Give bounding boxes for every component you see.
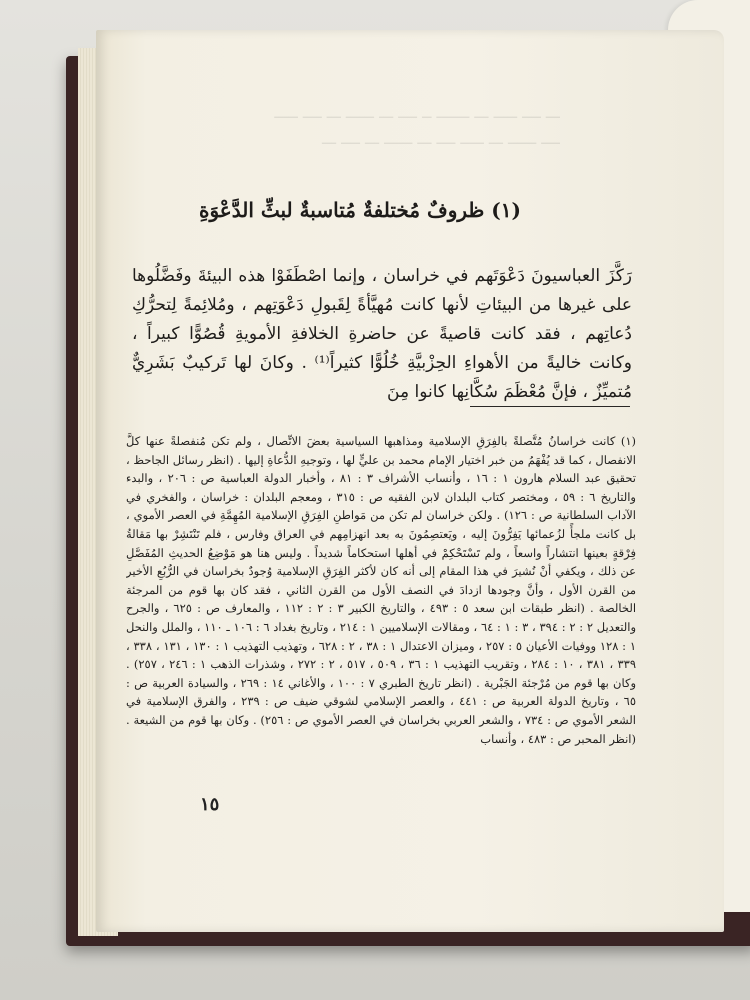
section-heading: (١) ظروفٌ مُختلفةٌ مُتاسبةٌ لبثِّ الدَّعْوَةِ <box>199 198 521 222</box>
footnote-divider <box>470 406 630 407</box>
body-paragraph: رَكَّزَ العباسيونَ دَعْوَتَهم في خراسان ، وإنما اصْطَفَوْا هذه البيئةَ وفَضَّلُوها على غيرها من البيئاتِ لأنها كانت مُهيَّأةً لِقَبولِ دَعْوَتِهم ، ومُلائِمةً لِتحرُّكِ دُعاتِهم ، فقد كانت قاصيةً عن حاضرةِ الخلافةِ الأمويةِ قُصُوًّا كبيراً ، وكانت خاليةً من الأهواءِ الحِزْبيَّةِ خُلُوًّا كثيراً⁽¹⁾ . وكانَ لها تَركيبٌ بَشَرِيٌّ مُتميِّزٌ ، فإنَّ مُعْظَمَ سُكَّانِها كانوا مِنَ <box>132 266 632 402</box>
page-number: ١٥ <box>200 794 220 815</box>
show-through-text: ـــ ــــ ـــــ ـــ ـــــــ ــ ــــ ـــ ــــــ ـــ ــــ ـــــ ــــ ــــــ ـــ ـــــ ــــ ـــ ــــــ ـــ ــــ ـــ <box>274 103 560 148</box>
footnote-text: (١) كانت خراسانُ مُتَّصلةً بالفِرَقِ الإسلامية ومذاهبها السياسية بعضَ الاتِّصال ، ولم تكن مُنفصلةً عنها كلَّ الانفصال ، كما قد يُفْهَمُ من خبر اختيار الإمام محمد بن عليٍّ لها ، وتوجيهِ الدُّعاةِ إليها . (انظر رسائل الجاحظ ، تحقيق عبد السلام هارون ١ : ١٦ ، وأنساب الأشراف ٣ : ٨١ ، وأخبار الدولة العباسية ص : ٢٠٦ ، والبدء والتاريخ ٦ : ٥٩ ، ومختصر كتاب البلدان لابن الفقيه ص : ٣١٥ ، ومعجم البلدان : خراسان ، والفخري في الآداب السلطانية ص : ١٢٦) . ولكن خراسان لم تكن من مَواطنِ الفِرَقِ الإسلامية المُهِمَّةِ في العصر الأموي ، بل كانت ملجأً لزُعمائها يَفِرُّونَ إليه ، ويَعتصِمُونَ به بعد انهزامِهم في العراق وفارس ، فلم تَنْتَشِرْ بها مَقالةُ فِرْقةٍ بعينها انتشاراً واسعاً ، ولم تَسْتَحْكِمْ في أهلها استحكاماً شديداً . وليس هنا هو مَوْضِعُ الحديثِ المُفَصَّلِ عن ذلك ، ويكفي أنْ نُشيرَ في هذا المقام إلى أنه كان لأكثر الفِرَقِ الإسلامية وُجودٌ بخراسان في الرُّبُعِ الأخير من القرن الأول ، وأنَّ وجودها ازدادَ في النصف الأول من القرن الثاني ، فقد كان بها قوم من المرجئة الخالصة . (انظر طبقات ابن سعد ٥ : ٤٩٣ ، والتاريخ الكبير ٣ : ٢ : ١١٢ ، والمعارف ص : ٦٢٥ ، والجرح والتعديل ٢ : ٢ : ٣٩٤ ، ٣ : ١ : ٦٤ ، ومقالات الإسلاميين ١ : ٢١٤ ، وتاريخ بغداد ٦ : ١٠٦ ـ ١١٠ ، والملل والنحل ١ : ١٢٨ ووفيات الأعيان ٥ : ٢٥٧ ، وميزان الاعتدال ١ : ٣٨ ، ٢ : ٦٢٨ ، وتهذيب التهذيب ١ : ١٣٠ ، ١٣١ ، ٣٣٨ ، ٣٣٩ ، ٣٨١ ، ١٠ : ٢٨٤ ، وتقريب التهذيب ١ : ٣٦ ، ٥٠٩ ، ٥١٧ ، ٢ : ٢٧٢ ، وشذرات الذهب ١ : ٢٤٦ ، ٢٥٧) . وكان بها قوم من مُرْجئة الجَبْرية . (انظر تاريخ الطبري ٧ : ١٠٠ ، والأغاني ١٤ : ٢٦٩ ، والسيادة العربية ص : ٦٥ ، وتاريخ الدولة العربية ص : ٤٤١ ، والعصر الإسلامي لشوقي ضيف ص : ٢٣٩ ، والفرق الإسلامية في الشعر الأموي ص : ٧٣٤ ، والشعر العربي بخراسان في العصر الأموي ص : ٢٥٦) . وكان بها قوم من الشيعة . (انظر المحبر ص : ٤٨٣ ، وأنساب <box>126 434 636 746</box>
